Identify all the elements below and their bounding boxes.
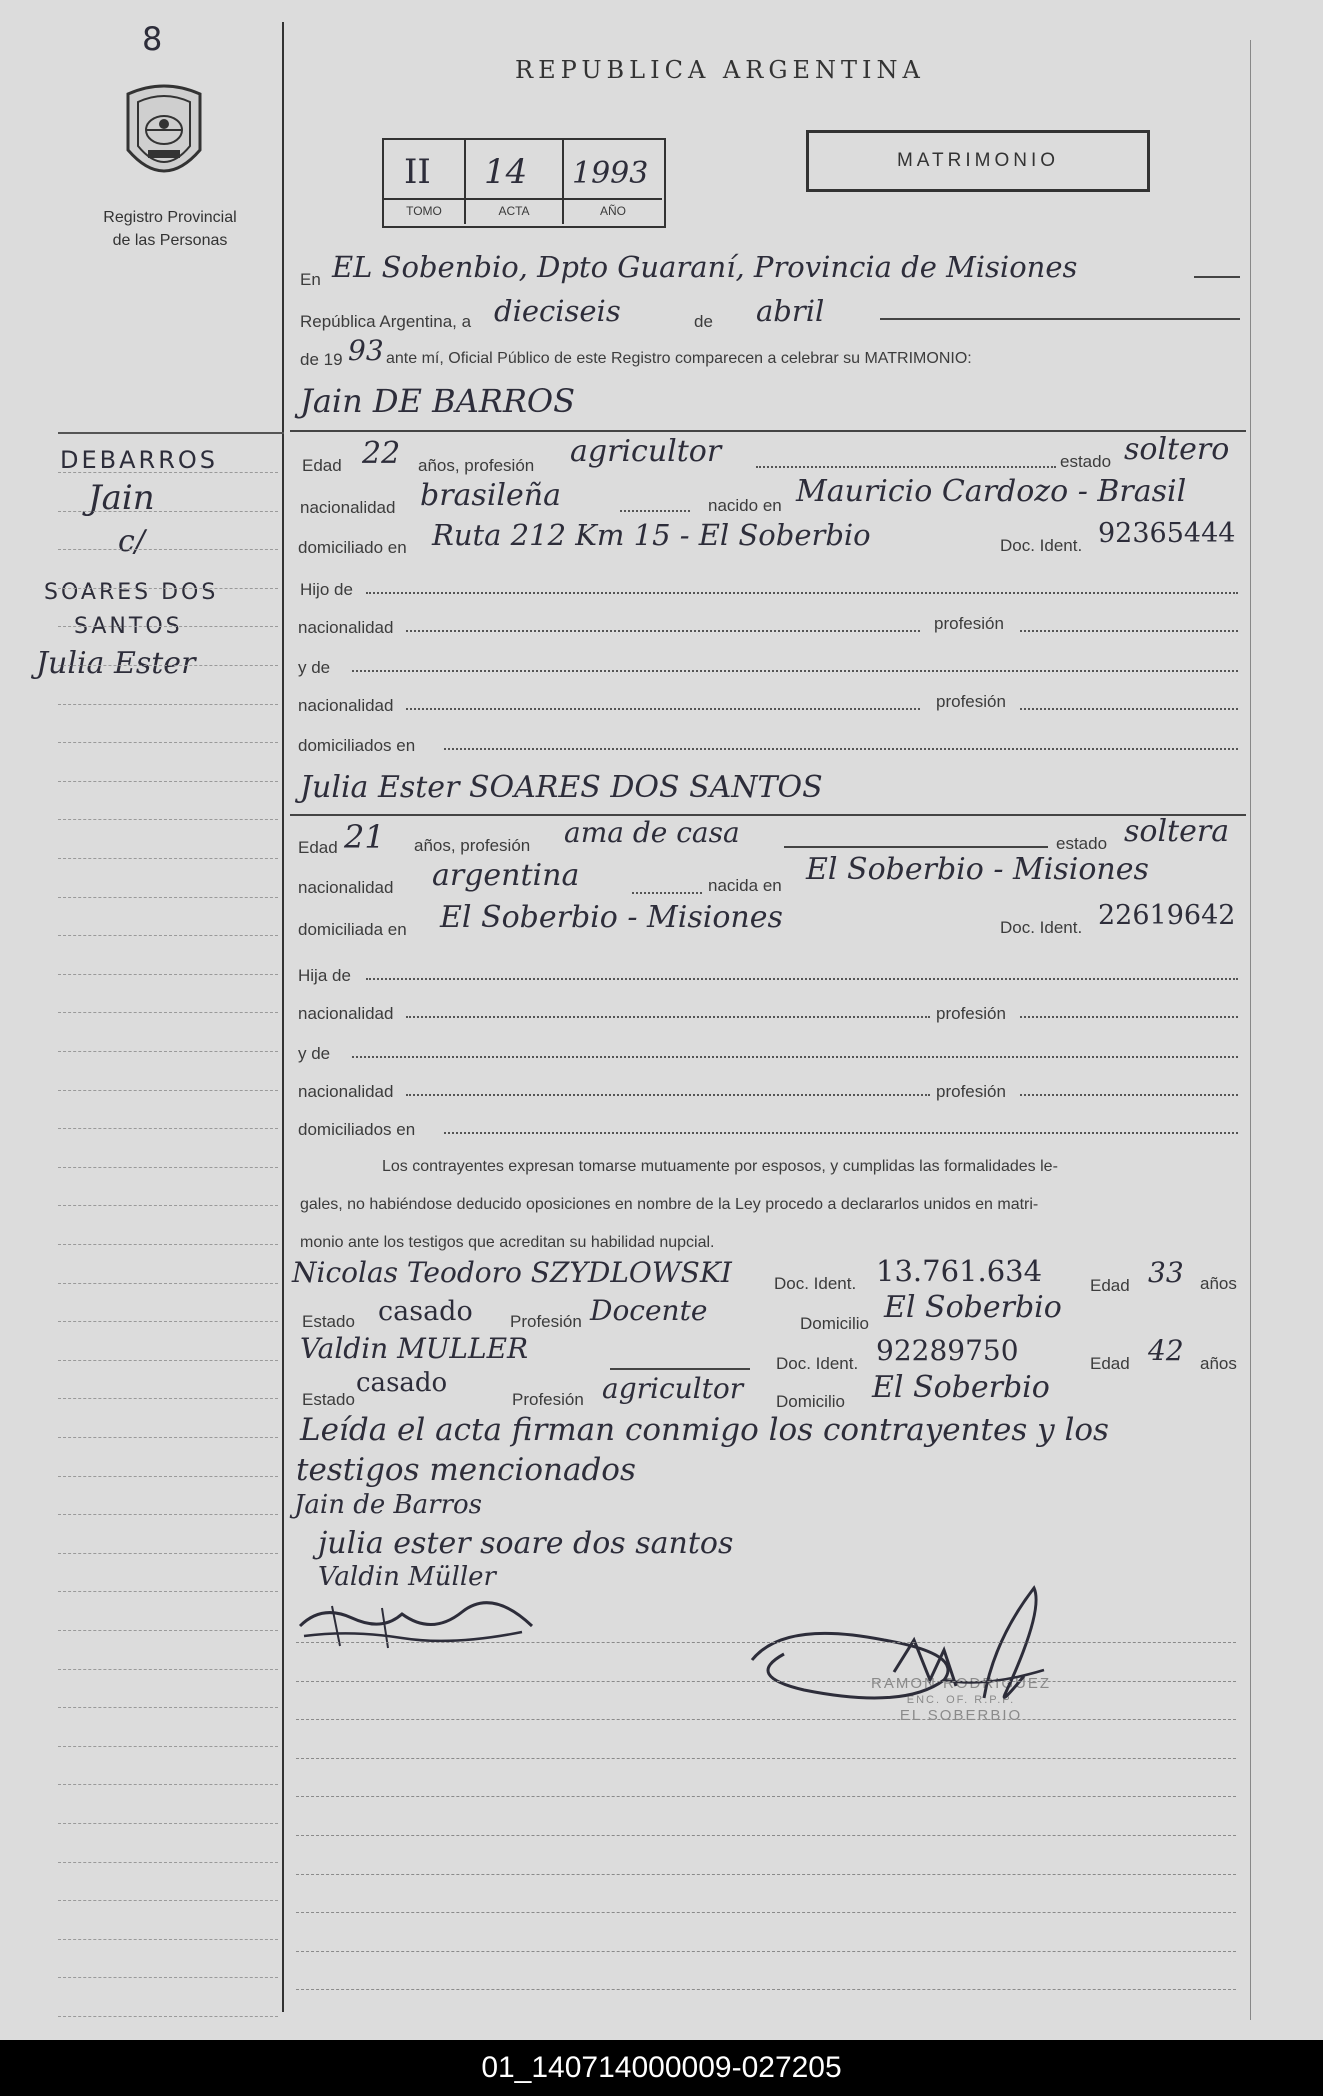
signature-witness2: Valdin Müller	[318, 1562, 496, 1592]
bride-nac3-dots	[406, 1094, 930, 1096]
bride-nac2-dots	[406, 1016, 930, 1018]
margin-rule	[58, 1900, 278, 1901]
box-divider	[384, 198, 662, 200]
bride-age: 21	[344, 818, 385, 856]
witness1-estado-label: Estado	[302, 1312, 355, 1331]
groom-hijo-dots	[366, 592, 1238, 594]
margin-rule	[58, 2016, 278, 2017]
bride-doc-label: Doc. Ident.	[1000, 918, 1083, 937]
bride-nac3-label: nacionalidad	[298, 1082, 394, 1101]
bride-prof3-dots	[1020, 1094, 1238, 1096]
witness1-anos-label: años	[1200, 1274, 1237, 1293]
groom-nationality: brasileña	[420, 478, 561, 513]
groom-domicile: Ruta 212 Km 15 - El Soberbio	[432, 518, 871, 552]
record-number-box	[382, 138, 666, 228]
groom-prof2-label: profesión	[934, 614, 1004, 633]
ano-label: AÑO	[599, 204, 626, 218]
country-title: REPUBLICA ARGENTINA	[515, 56, 925, 84]
witness1-prof-label: Profesión	[510, 1312, 582, 1331]
witness2-doc-label: Doc. Ident.	[776, 1354, 859, 1373]
en-label: En	[300, 270, 321, 289]
margin-surname: DEBARROS	[60, 446, 219, 474]
place-value: EL Sobenbio, Dpto Guaraní, Provincia de Misiones	[332, 250, 1078, 284]
witness1-dom-label: Domicilio	[800, 1314, 869, 1333]
margin-rule	[58, 1090, 278, 1091]
declaration-line3: monio ante los testigos que acreditan su habilidad nupcial.	[300, 1234, 715, 1251]
official-signature	[744, 1580, 1084, 1730]
bride-profession: ama de casa	[564, 816, 740, 849]
witness2-doc: 92289750	[876, 1334, 1019, 1367]
margin-surname3: SANTOS	[74, 614, 183, 639]
margin-rule	[58, 974, 278, 975]
margin-rule	[58, 858, 278, 859]
column-divider	[282, 22, 284, 2012]
tomo-label: TOMO	[406, 204, 442, 218]
groom-name-rule	[290, 430, 1246, 432]
bride-hija-label: Hija de	[298, 966, 351, 985]
witness2-name: Valdin MULLER	[300, 1332, 529, 1365]
bride-dom-label: domiciliada en	[298, 920, 407, 939]
bride-birthplace: El Soberbio - Misiones	[806, 852, 1149, 887]
margin-rule	[58, 472, 278, 473]
blank-rule	[296, 1758, 1236, 1759]
intro-text: ante mí, Oficial Público de este Registro comparecen a celebrar su MATRIMONIO:	[386, 350, 972, 367]
bride-nac-dots	[632, 892, 702, 894]
witness1-status: casado	[378, 1296, 473, 1327]
blank-rule	[296, 1796, 1236, 1797]
witness2-age: 42	[1148, 1334, 1184, 1367]
margin-rule	[58, 1051, 278, 1052]
month-rule	[880, 318, 1240, 320]
witness2-domicile: El Soberbio	[872, 1370, 1050, 1405]
acta-label: ACTA	[498, 204, 530, 218]
margin-rule	[58, 1437, 278, 1438]
signature-witness1-scribble	[292, 1596, 542, 1652]
stamp-line1: RAMON RODRIGUEZ	[871, 1675, 1051, 1692]
margin-rule	[58, 1707, 278, 1708]
right-edge-line	[1250, 40, 1251, 2020]
bride-yde-dots	[352, 1056, 1238, 1058]
groom-nac-label: nacionalidad	[300, 498, 396, 517]
margin-surname2: SOARES DOS	[44, 580, 219, 605]
registry-title	[70, 206, 270, 252]
margin-rule	[58, 1476, 278, 1477]
groom-status: soltero	[1124, 432, 1230, 467]
margin-top-rule	[58, 432, 284, 434]
margin-rule	[58, 1244, 278, 1245]
bride-nac-label: nacionalidad	[298, 878, 394, 897]
margin-rule	[58, 1669, 278, 1670]
margin-rule	[58, 1167, 278, 1168]
witness1-doc-label: Doc. Ident.	[774, 1274, 857, 1293]
margin-rule	[58, 1398, 278, 1399]
blank-rule	[296, 1681, 1236, 1682]
de-label: de	[694, 312, 713, 331]
margin-rule	[58, 1746, 278, 1747]
bride-name: Julia Ester SOARES DOS SANTOS	[300, 770, 823, 805]
groom-nacido-label: nacido en	[708, 496, 782, 515]
bride-anos-prof-label: años, profesión	[414, 836, 531, 855]
month-value: abril	[756, 294, 825, 328]
blank-rule	[296, 1642, 1236, 1643]
margin-rule	[58, 626, 278, 627]
margin-firstname: Jain	[88, 478, 155, 518]
witness2-edad-label: Edad	[1090, 1354, 1130, 1373]
witness1-edad-label: Edad	[1090, 1276, 1130, 1295]
witness2-prof-label: Profesión	[512, 1390, 584, 1409]
margin-rule	[58, 1321, 278, 1322]
margin-rule	[58, 1977, 278, 1978]
day-value: dieciseis	[494, 294, 621, 328]
blank-rule	[296, 1912, 1236, 1913]
record-type-label: MATRIMONIO	[896, 150, 1060, 171]
groom-name: Jain DE BARROS	[300, 382, 576, 420]
bride-nacida-label: nacida en	[708, 876, 782, 895]
margin-rule	[58, 1630, 278, 1631]
bride-domicile: El Soberbio - Misiones	[440, 900, 783, 935]
witness2-profession: agricultor	[602, 1372, 744, 1405]
witness2-estado-label: Estado	[302, 1390, 355, 1409]
witness1-name: Nicolas Teodoro SZYDLOWSKI	[292, 1256, 732, 1289]
year-prefix: de 19	[300, 350, 343, 369]
coat-of-arms-seal	[118, 80, 210, 192]
margin-rule	[58, 1205, 278, 1206]
groom-dom-label: domiciliado en	[298, 538, 407, 557]
bride-prof2-dots	[1020, 1016, 1238, 1018]
margin-rule	[58, 704, 278, 705]
blank-rule	[296, 1835, 1236, 1836]
margin-with: c/	[118, 524, 145, 559]
margin-rule	[58, 781, 278, 782]
margin-firstname2: Julia Ester	[36, 646, 196, 681]
acta-cell	[466, 140, 564, 224]
bride-status: soltera	[1124, 814, 1230, 849]
margin-rule	[58, 549, 278, 550]
registry-line1: Registro Provincial	[103, 209, 237, 226]
bride-prof2-label: profesión	[936, 1004, 1006, 1023]
closing-line1: Leída el acta firman conmigo los contrayentes y los	[300, 1412, 1109, 1448]
bride-prof-rule	[784, 846, 1048, 848]
groom-doc: 92365444	[1098, 518, 1236, 549]
margin-rule	[58, 1784, 278, 1785]
groom-nac-dots	[620, 510, 690, 512]
groom-doms-label: domiciliados en	[298, 736, 416, 755]
bride-estado-label: estado	[1056, 834, 1108, 853]
margin-rule	[58, 819, 278, 820]
margin-rule	[58, 665, 278, 666]
ano-cell	[564, 140, 662, 224]
groom-estado-label: estado	[1060, 452, 1112, 471]
margin-rule	[58, 1823, 278, 1824]
groom-doc-label: Doc. Ident.	[1000, 536, 1083, 555]
witness1-age: 33	[1148, 1256, 1184, 1289]
registry-line2: de las Personas	[112, 232, 228, 249]
blank-rule	[296, 1719, 1236, 1720]
record-type-box	[806, 130, 1150, 192]
ano-value: 1993	[572, 156, 649, 191]
groom-hijo-label: Hijo de	[300, 580, 353, 599]
groom-profession: agricultor	[570, 434, 722, 469]
margin-rule	[58, 1939, 278, 1940]
closing-line2: testigos mencionados	[296, 1452, 636, 1488]
witness2-anos-label: años	[1200, 1354, 1237, 1373]
blank-rule	[296, 1951, 1236, 1952]
stamp-line2: ENC. OF. R.P.P.	[906, 1694, 1016, 1706]
groom-nac2-label: nacionalidad	[298, 618, 394, 637]
groom-prof-dots	[756, 466, 1056, 468]
signature-bride: julia ester soare dos santos	[318, 1526, 734, 1561]
groom-yde-label: y de	[298, 658, 331, 677]
bride-hija-dots	[366, 978, 1238, 980]
witness1-domicile: El Soberbio	[884, 1290, 1062, 1325]
margin-rule	[58, 1012, 278, 1013]
declaration-line2: gales, no habiéndose deducido oposiciones en nombre de la Ley procedo a declararlos unidos en matri-	[300, 1196, 1039, 1213]
groom-nac2-dots	[406, 630, 920, 632]
groom-doms-dots	[444, 748, 1238, 750]
bride-nac2-label: nacionalidad	[298, 1004, 394, 1023]
year-suffix: 93	[348, 334, 384, 367]
groom-prof3-label: profesión	[936, 692, 1006, 711]
witness2-name-rule	[610, 1368, 750, 1370]
margin-rule	[58, 1553, 278, 1554]
groom-nac3-label: nacionalidad	[298, 696, 394, 715]
groom-yde-dots	[352, 670, 1238, 672]
groom-edad-label: Edad	[302, 456, 342, 475]
witness1-doc: 13.761.634	[876, 1254, 1043, 1288]
signature-groom: Jain de Barros	[294, 1490, 483, 1520]
groom-prof2-dots	[1020, 630, 1238, 632]
bride-nationality: argentina	[432, 858, 580, 893]
bride-name-rule	[290, 814, 1246, 816]
bride-doms-dots	[444, 1132, 1238, 1134]
margin-rule	[58, 588, 278, 589]
witness2-status: casado	[356, 1368, 448, 1398]
margin-rule	[58, 1283, 278, 1284]
groom-prof3-dots	[1020, 708, 1238, 710]
bride-yde-label: y de	[298, 1044, 331, 1063]
margin-rule	[58, 1591, 278, 1592]
declaration-line1: Los contrayentes expresan tomarse mutuamente por esposos, y cumplidas las formalidades le-	[382, 1158, 1058, 1175]
blank-rule	[296, 1874, 1236, 1875]
bride-prof3-label: profesión	[936, 1082, 1006, 1101]
image-identifier: 01_140714000009-027205	[0, 2040, 1323, 2096]
blank-rule	[296, 1989, 1236, 1990]
page-number: 8	[142, 20, 163, 58]
place-rule	[1194, 276, 1240, 278]
tomo-cell	[384, 140, 466, 224]
margin-rule	[58, 511, 278, 512]
margin-rule	[58, 1862, 278, 1863]
republica-label: República Argentina, a	[300, 312, 472, 331]
groom-nac3-dots	[406, 708, 920, 710]
witness1-profession: Docente	[590, 1294, 708, 1327]
groom-birthplace: Mauricio Cardozo - Brasil	[796, 474, 1187, 509]
margin-rule	[58, 1128, 278, 1129]
bride-edad-label: Edad	[298, 838, 338, 857]
margin-rule	[58, 897, 278, 898]
tomo-value: II	[404, 152, 431, 192]
bride-doc: 22619642	[1098, 900, 1236, 931]
margin-rule	[58, 935, 278, 936]
groom-anos-prof-label: años, profesión	[418, 456, 535, 475]
groom-age: 22	[362, 436, 401, 471]
stamp-line3: EL SOBERBIO	[899, 1707, 1023, 1724]
margin-rule	[58, 1514, 278, 1515]
margin-rule	[58, 742, 278, 743]
bride-doms-label: domiciliados en	[298, 1120, 416, 1139]
acta-value: 14	[484, 152, 528, 192]
margin-rule	[58, 1360, 278, 1361]
witness2-dom-label: Domicilio	[776, 1392, 845, 1411]
